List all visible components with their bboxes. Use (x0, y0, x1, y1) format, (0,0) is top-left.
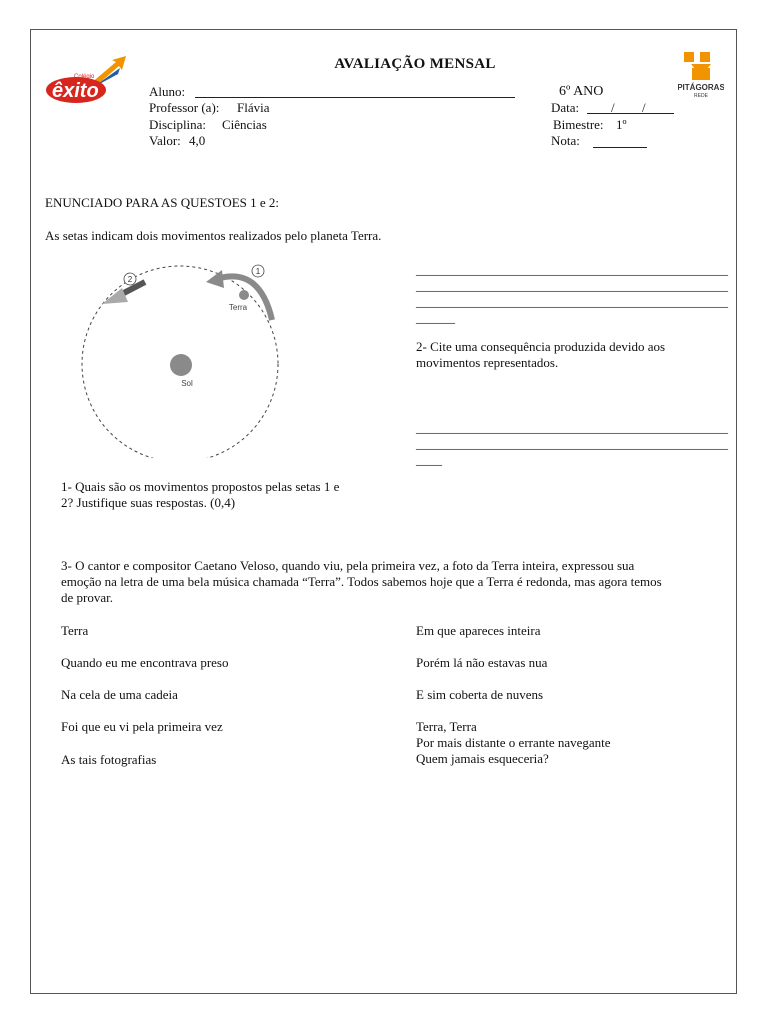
arrow-2-label: 2 (127, 275, 133, 284)
student-label: Aluno: (149, 84, 186, 99)
date-label: Data: (551, 100, 580, 115)
date-slash-1: / (611, 100, 615, 115)
lyric-line: Foi que eu vi pela primeira vez (61, 719, 223, 734)
term-value: 1º (616, 117, 627, 132)
value-label: Valor: (149, 133, 181, 148)
lyric-line: Porém lá não estavas nua (416, 655, 548, 670)
page-border (30, 29, 737, 994)
lyric-line: Na cela de uma cadeia (61, 687, 178, 702)
lyric-line: Em que apareces inteira (416, 623, 541, 638)
svg-text:Colégio: Colégio (74, 74, 95, 80)
date-field[interactable] (587, 113, 674, 114)
lyric-line: As tais fotografias (61, 752, 157, 767)
lyric-line: E sim coberta de nuvens (416, 687, 544, 702)
lyric-line: Quando eu me encontrava preso (61, 655, 229, 670)
intro-heading: ENUNCIADO PARA AS QUESTOES 1 e 2: (45, 195, 280, 210)
question-3-text-cont: emoção na letra de uma bela música chamada “Terra”. Todos sabemos hoje que a Terra é redonda, mas agora temos (61, 574, 662, 589)
answer-line[interactable]: ________________________________________________ (416, 262, 728, 277)
term-label: Bimestre: (553, 117, 604, 132)
answer-line[interactable]: ________________________________________________ (416, 420, 728, 435)
answer-line-short[interactable]: ____ (416, 452, 442, 467)
earth-label: Terra (228, 303, 248, 312)
svg-text:PITÁGORAS: PITÁGORAS (678, 83, 724, 92)
lyric-line: Quem jamais esqueceria? (416, 751, 549, 766)
answer-line-short[interactable]: ______ (416, 310, 455, 325)
page-title: AVALIAÇÃO MENSAL (334, 56, 496, 72)
svg-text:REDE: REDE (694, 93, 708, 99)
question-2-text: 2- Cite uma consequência produzida devido aos (416, 339, 666, 354)
arrow-1-label: 1 (255, 267, 261, 276)
svg-text:êxito: êxito (52, 80, 99, 102)
teacher-label: Professor (a): (149, 100, 220, 115)
grade-level: 6º ANO (559, 84, 604, 99)
subject-label: Disciplina: (149, 117, 207, 132)
question-1-text: 1- Quais são os movimentos propostos pelas setas 1 e (61, 479, 340, 494)
student-name-field[interactable] (195, 97, 515, 98)
lyric-line: Terra, Terra (416, 719, 477, 734)
question-2-text-cont: movimentos representados. (416, 355, 559, 370)
sun-label: Sol (181, 379, 193, 388)
answer-line[interactable]: ________________________________________________ (416, 294, 728, 309)
teacher-value: Flávia (237, 100, 270, 115)
question-1-text-cont: 2? Justifique suas respostas. (0,4) (61, 495, 236, 510)
earth-movements-diagram (70, 258, 300, 458)
earth-circle (239, 290, 249, 300)
lyric-line: Terra (61, 623, 89, 638)
answer-line[interactable]: ________________________________________________ (416, 278, 728, 293)
answer-line[interactable]: ________________________________________________ (416, 436, 728, 451)
value-value: 4,0 (189, 133, 206, 148)
grade-label: Nota: (551, 133, 580, 148)
subject-value: Ciências (222, 117, 267, 132)
grade-field[interactable] (593, 147, 647, 148)
question-3-text-end: de provar. (61, 590, 113, 605)
intro-statement: As setas indicam dois movimentos realizados pelo planeta Terra. (45, 228, 382, 243)
question-3-text: 3- O cantor e compositor Caetano Veloso, quando viu, pela primeira vez, a foto da Terra inteira, expressou sua (61, 558, 635, 573)
date-slash-2: / (642, 100, 646, 115)
lyric-line: Por mais distante o errante navegante (416, 735, 611, 750)
sun-circle (170, 354, 192, 376)
